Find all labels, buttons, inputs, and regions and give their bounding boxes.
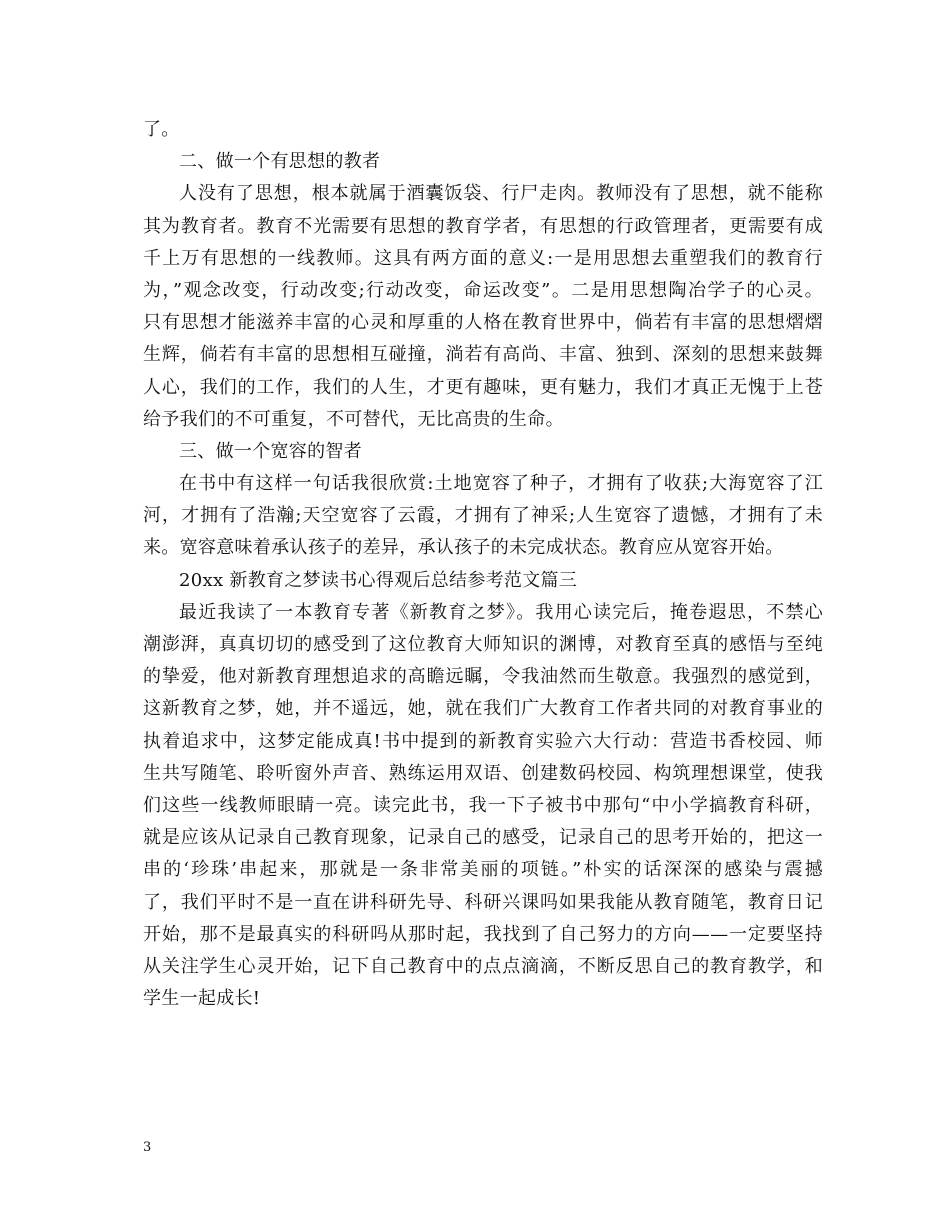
page-number: 3: [143, 1140, 152, 1155]
text-line: 了。: [143, 119, 180, 140]
text-line: 来。宽容意味着承认孩子的差异，承认孩子的未完成状态。教育应从宽容开始。: [143, 537, 784, 559]
text-line: 执着追求中，这梦定能成真!书中提到的新教育实验六大行动：营造书香校园、师: [143, 730, 823, 752]
text-line: 千上万有思想的一线教师。这具有两方面的意义:一是用思想去重塑我们的教育行: [143, 247, 823, 269]
text-line: 了，我们平时不是一直在讲科研先导、科研兴课吗如果我能从教育随笔，教育日记: [143, 891, 823, 913]
text-line: 给予我们的不可重复，不可替代，无比高贵的生命。: [143, 408, 564, 430]
text-line: 最近我读了一本教育专著《新教育之梦》。我用心读完后，掩卷遐思，不禁心: [179, 601, 823, 623]
text-line: 只有思想才能滋养丰富的心灵和厚重的人格在教育世界中，倘若有丰富的思想熠熠: [143, 312, 823, 334]
text-line: 为，”观念改变，行动改变;行动改变，命运改变”。二是用思想陶冶学子的心灵。: [143, 279, 823, 301]
text-line: 学生一起成长!: [143, 988, 261, 1010]
text-line: 人心，我们的工作，我们的人生，才更有趣味，更有魅力，我们才真正无愧于上苍: [143, 376, 823, 398]
text-line: 20xx 新教育之梦读书心得观后总结参考范文篇三: [179, 569, 578, 591]
text-line: 开始，那不是最真实的科研吗从那时起，我找到了自己努力的方向——一定要坚持: [143, 923, 823, 945]
text-line: 河，才拥有了浩瀚;天空宽容了云霞，才拥有了神采;人生宽容了遗憾，才拥有了未: [143, 505, 823, 527]
text-line: 这新教育之梦，她，并不遥远，她，就在我们广大教育工作者共同的对教育事业的: [143, 698, 823, 720]
text-line: 从关注学生心灵开始，记下自己教育中的点点滴滴，不断反思自己的教育教学，和: [143, 955, 823, 977]
text-line: 的挚爱，他对新教育理想追求的高瞻远瞩，令我油然而生敬意。我强烈的感觉到，: [143, 666, 823, 688]
text-line: 串的‘珍珠’串起来，那就是一条非常美丽的项链。”朴实的话深深的感染与震撼: [143, 859, 823, 881]
text-line: 生辉，倘若有丰富的思想相互碰撞，淌若有高尚、丰富、独到、深刻的思想来鼓舞: [143, 344, 823, 366]
text-line: 三、做一个宽容的智者: [179, 440, 362, 462]
text-line: 二、做一个有思想的教者: [179, 151, 381, 173]
text-line: 就是应该从记录自己教育现象，记录自己的感受，记录自己的思考开始的，把这一: [143, 827, 823, 849]
document-body: [143, 114, 823, 1015]
text-line: 在书中有这样一句话我很欣赏:土地宽容了种子，才拥有了收获;大海宽容了江: [179, 473, 823, 495]
text-line: 人没有了思想，根本就属于酒囊饭袋、行尸走肉。教师没有了思想，就不能称: [179, 183, 823, 205]
text-line: 其为教育者。教育不光需要有思想的教育学者，有思想的行政管理者，更需要有成: [143, 215, 823, 237]
text-line: 潮澎湃，真真切切的感受到了这位教育大师知识的渊博，对教育至真的感悟与至纯: [143, 634, 823, 655]
text-line: 生共写随笔、聆听窗外声音、熟练运用双语、创建数码校园、构筑理想课堂，使我: [143, 762, 823, 784]
text-line: 们这些一线教师眼睛一亮。读完此书，我一下子被书中那句“中小学搞教育科研，: [143, 794, 823, 816]
